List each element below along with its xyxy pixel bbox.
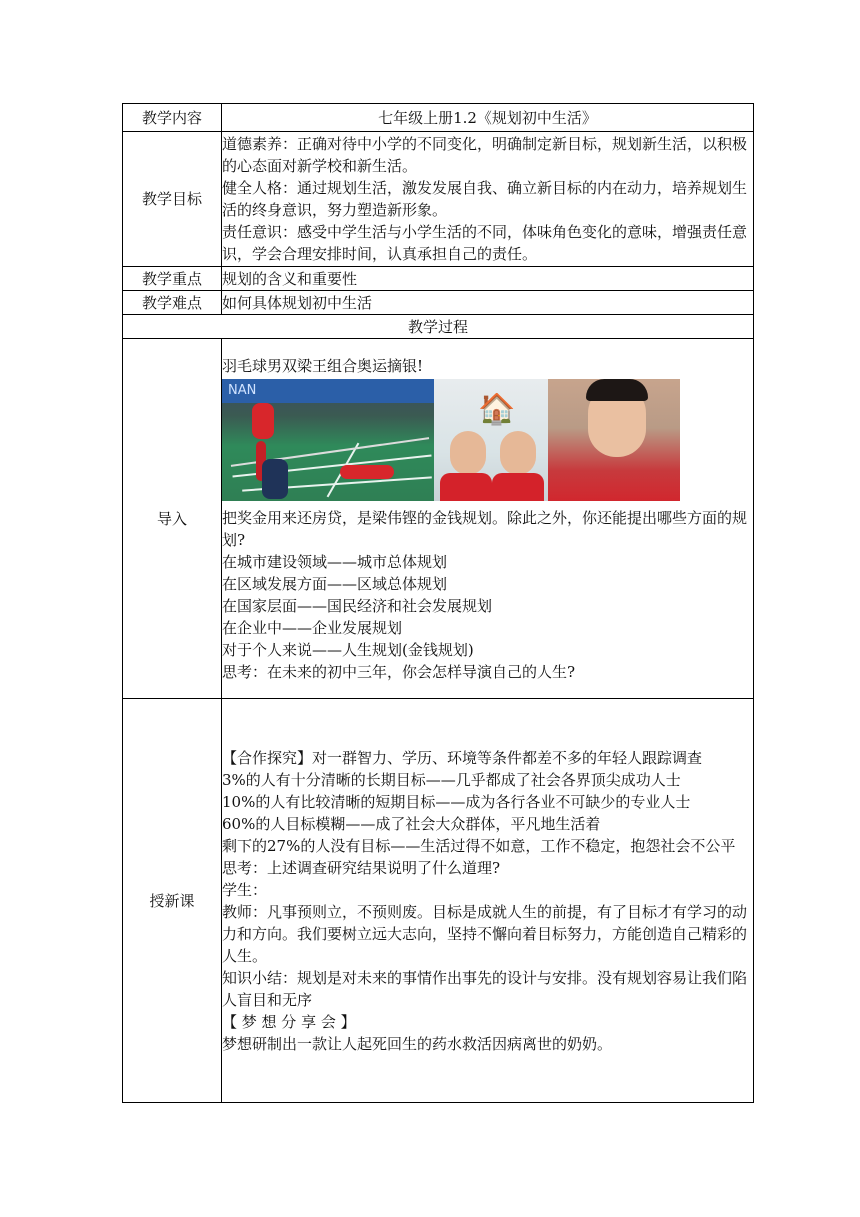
new-lesson-line-7: 学生： — [222, 880, 268, 899]
intro-line-1: 把奖金用来还房贷，是梁伟铿的金钱规划。除此之外，你还能提出哪些方面的规划? — [222, 508, 748, 549]
goal-responsibility: 责任意识：感受中学生活与小学生活的不同，体味角色变化的意味，增强责任意识，学会合理安排时间，认真承担自己的责任。 — [222, 223, 748, 263]
badminton-match-photo — [222, 379, 434, 501]
value-content: 七年级上册1.2《规划初中生活》 — [222, 104, 754, 132]
row-key-point — [123, 267, 754, 291]
intro-headline: 羽毛球男双梁王组合奥运摘银! — [222, 356, 424, 375]
value-difficulty: 如何具体规划初中生活 — [222, 291, 754, 315]
new-lesson-line-8: 教师：凡事预则立，不预则废。目标是成就人生的前提，有了目标才有学习的动力和方向。我们要树立远大志向，坚持不懈向着目标努力，方能创造自己精彩的人生。 — [222, 902, 748, 965]
goals-cell — [222, 132, 754, 267]
intro-line-5: 在企业中——企业发展规划 — [222, 618, 403, 637]
new-lesson-line-3: 10%的人有比较清晰的短期目标——成为各行各业不可缺少的专业人士 — [222, 792, 691, 811]
row-new-lesson — [123, 699, 754, 1103]
row-intro — [123, 339, 754, 699]
intro-line-4: 在国家层面——国民经济和社会发展规划 — [222, 596, 493, 615]
intro-line-2: 在城市建设领域——城市总体规划 — [222, 552, 448, 571]
goal-personality: 健全人格：通过规划生活，激发发展自我、确立新目标的内在动力，培养规划生活的终身意识，努力塑造新形象。 — [222, 179, 748, 219]
goal-morality: 道德素养：正确对待中小学的不同变化，明确制定新目标，规划新生活，以积极的心态面对新学校和新生活。 — [222, 135, 748, 175]
photo-banner: NAN — [222, 379, 434, 403]
intro-cell — [222, 339, 754, 699]
new-lesson-line-4: 60%的人目标模糊——成了社会大众群体，平凡地生活着 — [222, 814, 601, 833]
label-content: 教学内容 — [123, 104, 222, 132]
row-content — [123, 104, 754, 132]
new-lesson-line-2: 3%的人有十分清晰的长期目标——几乎都成了社会各界顶尖成功人士 — [222, 770, 681, 789]
new-lesson-line-11: 梦想研制出一款让人起死回生的药水救活因病离世的奶奶。 — [222, 1034, 613, 1053]
row-goals — [123, 132, 754, 267]
label-key-point: 教学重点 — [123, 267, 222, 291]
row-difficulty — [123, 291, 754, 315]
house-icon: 🏠 — [478, 391, 516, 427]
player-portrait-photo — [548, 379, 680, 501]
new-lesson-line-1: 【合作探究】对一群智力、学历、环境等条件都差不多的年轻人跟踪调查 — [222, 748, 703, 767]
new-lesson-cell — [222, 699, 754, 1103]
players-selfie-photo — [434, 379, 548, 501]
new-lesson-line-5: 剩下的27%的人没有目标——生活过得不如意，工作不稳定，抱怨社会不公平 — [222, 836, 736, 855]
photo-strip — [222, 379, 753, 501]
label-difficulty: 教学难点 — [123, 291, 222, 315]
row-process-header — [123, 315, 754, 339]
label-goals: 教学目标 — [123, 132, 222, 267]
lesson-plan-table — [122, 103, 754, 1103]
value-key-point: 规划的含义和重要性 — [222, 267, 754, 291]
process-header: 教学过程 — [123, 315, 754, 339]
label-intro: 导入 — [123, 339, 222, 699]
new-lesson-line-9: 知识小结：规划是对未来的事情作出事先的设计与安排。没有规划容易让我们陷人盲目和无序 — [222, 968, 748, 1009]
new-lesson-line-6: 思考：上述调查研究结果说明了什么道理? — [222, 858, 501, 877]
label-new-lesson: 授新课 — [123, 699, 222, 1103]
intro-line-6: 对于个人来说——人生规划(金钱规划) — [222, 640, 474, 659]
new-lesson-line-10: 【 梦 想 分 享 会 】 — [222, 1012, 356, 1031]
intro-line-7: 思考：在未来的初中三年，你会怎样导演自己的人生? — [222, 662, 576, 681]
intro-line-3: 在区域发展方面——区域总体规划 — [222, 574, 448, 593]
